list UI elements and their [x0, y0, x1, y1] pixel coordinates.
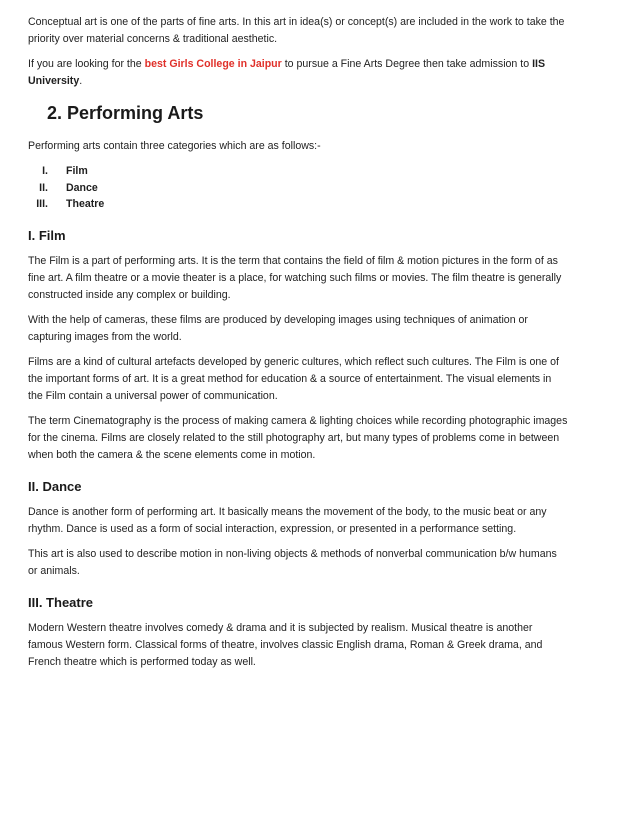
film-heading: I. Film	[28, 227, 66, 243]
category-number: II.	[39, 181, 48, 194]
section-heading: 2. Performing Arts	[47, 103, 204, 123]
film-paragraph: Films are a kind of cultural artefacts developed by generic cultures, which reflect such cultures. The Film is one of the important forms of art. It is a great method for education & a source of entertainment. The visual elements in the Film contain a universal power of communication.	[28, 355, 559, 402]
section-lead: Performing arts contain three categories which are as follows:-	[28, 140, 321, 152]
university-name: IIS University	[28, 58, 546, 87]
category-number: III.	[36, 198, 48, 210]
admission-text-middle: to pursue a Fine Arts Degree then take admission to	[281, 58, 533, 70]
category-label: Film	[66, 165, 88, 177]
theatre-paragraph: Modern Western theatre involves comedy & drama and it is subjected by realism. Musical theatre is another famous Western form. Classical forms of theatre, involves classic English drama, Roman & Greek drama, and French theatre which is performed today as well.	[28, 621, 543, 668]
dance-paragraph: This art is also used to describe motion in non-living objects & methods of nonverbal communication b/w humans or animals.	[28, 547, 557, 577]
admission-text-start: If you are looking for the	[28, 58, 145, 70]
theatre-heading: III. Theatre	[28, 594, 94, 610]
dance-heading: II. Dance	[28, 478, 82, 494]
category-label: Theatre	[66, 198, 105, 210]
categories-list	[28, 163, 568, 213]
admission-paragraph	[28, 56, 568, 90]
film-paragraph: The term Cinematography is the process of making camera & lighting choices while recording photographic images for the cinema. Films are closely related to the still photography art, but many types of problems come in between when both the camera & the scene elements come in motion.	[28, 414, 568, 461]
category-item	[28, 196, 568, 213]
category-label: Dance	[66, 181, 98, 194]
college-link[interactable]: best Girls College in Jaipur	[144, 58, 282, 70]
dance-paragraph: Dance is another form of performing art. It basically means the movement of the body, to the music beat or any rhythm. Dance is used as a form of social interaction, expression, or presented in a performance setting.	[28, 505, 547, 535]
document-page	[28, 14, 568, 679]
category-item	[28, 180, 568, 197]
admission-text-end: .	[79, 75, 83, 87]
film-paragraph: With the help of cameras, these films are produced by developing images using techniques of animation or capturing images from the world.	[28, 313, 528, 343]
category-item	[28, 163, 568, 180]
film-paragraph: The Film is a part of performing arts. It is the term that contains the field of film & motion pictures in the form of as fine art. A film theatre or a movie theater is a place, for watching such films or movies. The film theatre is generally constructed inside any complex or building.	[28, 254, 562, 301]
intro-paragraph: Conceptual art is one of the parts of fine arts. In this art in idea(s) or concept(s) are included in the work to take the priority over material concerns & traditional aesthetic.	[28, 16, 565, 45]
category-number: I.	[42, 165, 48, 177]
